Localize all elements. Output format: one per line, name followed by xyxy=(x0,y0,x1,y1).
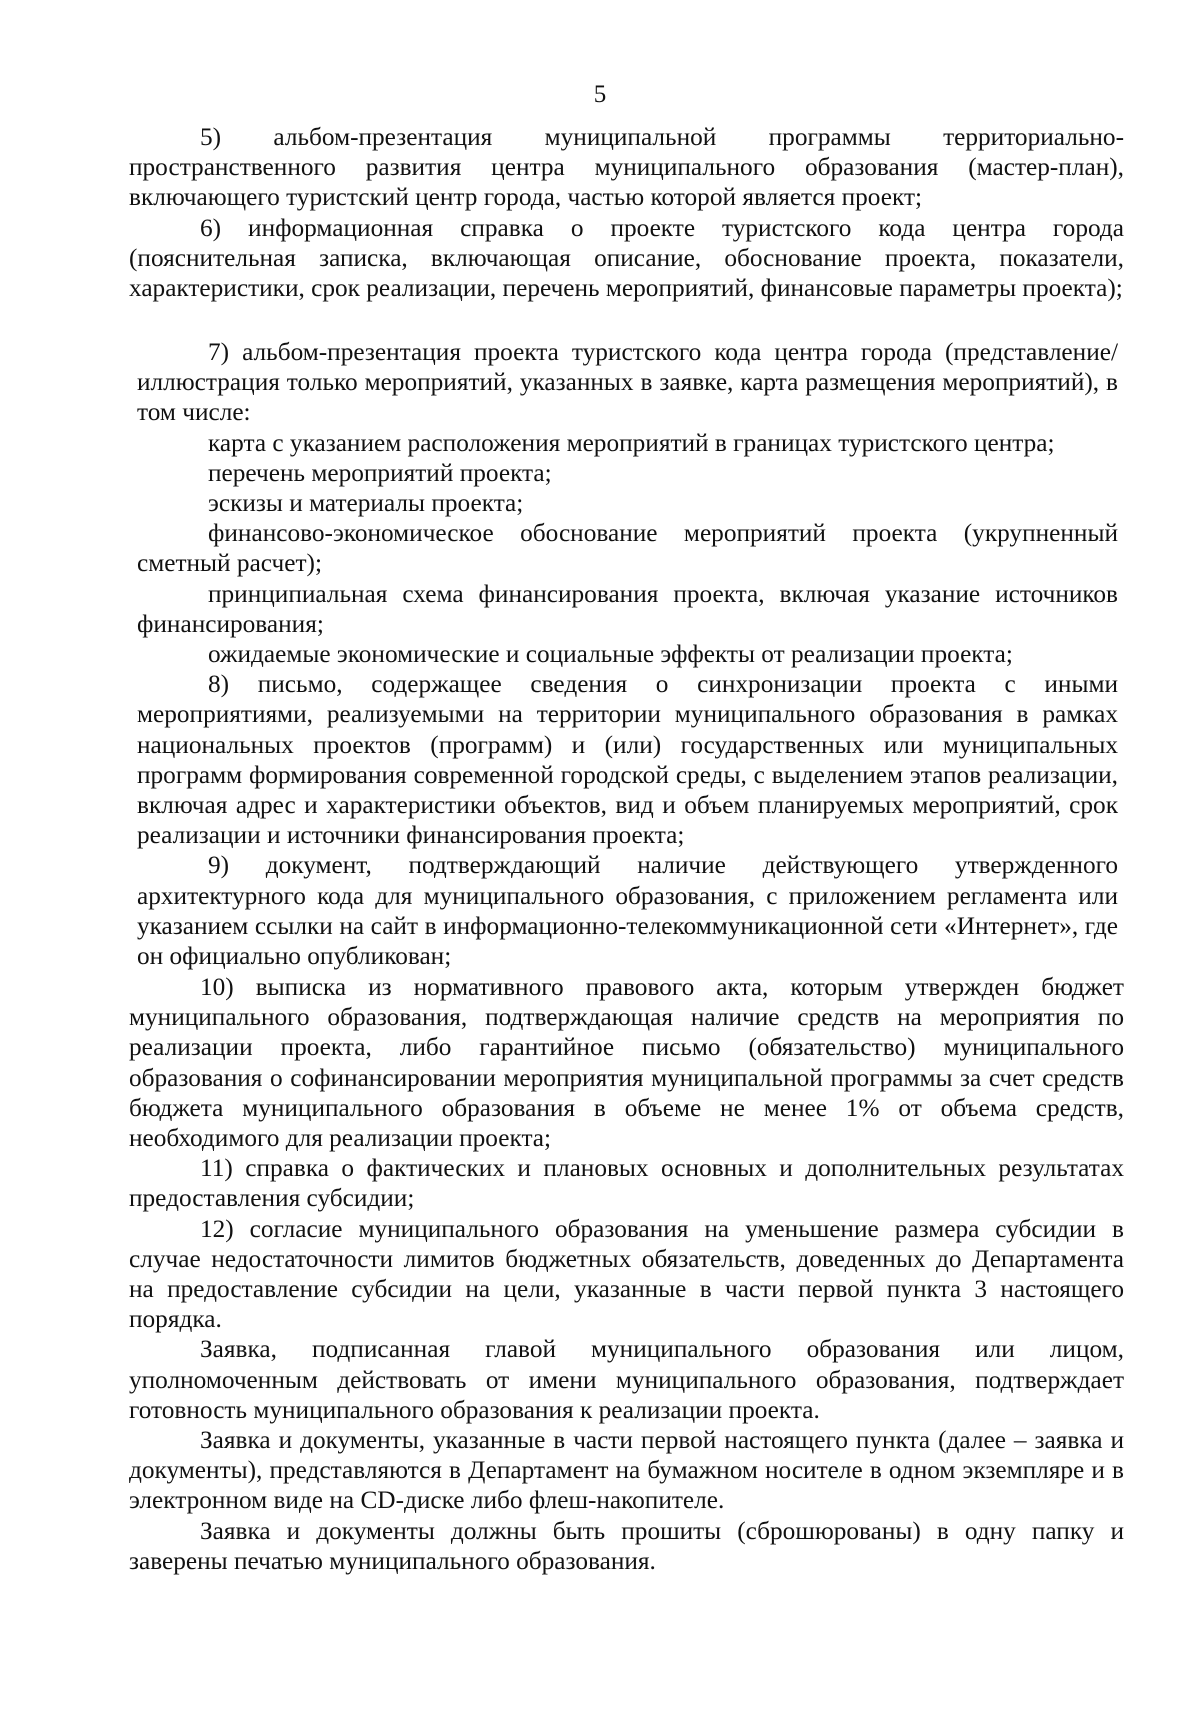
paragraph-item-7-funding-scheme: принципиальная схема финансирования проекта, включая указание источников финансирования; xyxy=(137,579,1118,638)
paragraph-item-7-effects: ожидаемые экономические и социальные эффекты от реализации проекта; xyxy=(208,640,1013,669)
paragraph-item-10: 10) выписка из нормативного правового акта, которым утвержден бюджет муниципального образования, подтверждающая наличие средств на мероприятия по реализации проекта, либо гарантийное письмо (обязательство) муниципального образования о софинансировании мероприятия муниципальной программы за счет средств бюджета муниципального образования в объеме не менее 1% от объема средств, необходимого для реализации проекта; xyxy=(129,973,1124,1153)
paragraph-binding: Заявка и документы должны быть прошиты (сброшюрованы) в одну папку и заверены печатью муниципального образования. xyxy=(129,1516,1124,1575)
paragraph-application-signed: Заявка, подписанная главой муниципального образования или лицом, уполномоченным действовать от имени муниципального образования, подтверждает готовность муниципального образования к реализации проекта. xyxy=(129,1335,1124,1424)
paragraph-item-11: 11) справка о фактических и плановых основных и дополнительных результатах предоставления субсидии; xyxy=(129,1154,1124,1213)
paragraph-submission: Заявка и документы, указанные в части первой настоящего пункта (далее – заявка и документы), представляются в Департамент на бумажном носителе в одном экземпляре и в электронном виде на CD-диске либо флеш-накопителе. xyxy=(129,1426,1124,1515)
paragraph-item-8: 8) письмо, содержащее сведения о синхронизации проекта с иными мероприятиями, реализуемыми на территории муниципального образования в рамках национальных проектов (программ) и (или) государственных или муниципальных программ формирования современной городской среды, с выделением этапов реализации, включая адрес и характеристики объектов, вид и объем планируемых мероприятий, срок реализации и источники финансирования проекта; xyxy=(137,670,1118,850)
items-5-6 xyxy=(129,122,1124,303)
paragraph-item-7-estimate: финансово-экономическое обоснование мероприятий проекта (укрупненный сметный расчет); xyxy=(137,519,1118,578)
paragraph-item-12: 12) согласие муниципального образования на уменьшение размера субсидии в случае недостаточности лимитов бюджетных обязательств, доведенных до Департамента на предоставление субсидии на цели, указанные в части первой пункта 3 настоящего порядка. xyxy=(129,1214,1124,1334)
items-7-9 xyxy=(137,337,1118,971)
paragraph-item-7-sketches: эскизы и материалы проекта; xyxy=(208,489,524,518)
paragraph-item-7-list: перечень мероприятий проекта; xyxy=(208,458,552,487)
paragraph-item-7: 7) альбом-презентация проекта туристского кода центра города (представление/иллюстрация только мероприятий, указанных в заявке, карта размещения мероприятий), в том числе: xyxy=(137,338,1118,427)
page-number: 5 xyxy=(593,81,607,108)
paragraph-item-6: 6) информационная справка о проекте туристского кода центра города (пояснительная записка, включающая описание, обоснование проекта, показатели, характеристики, срок реализации, перечень мероприятий, финансовые параметры проекта); xyxy=(129,213,1124,303)
paragraph-item-7-map: карта с указанием расположения мероприятий в границах туристского центра; xyxy=(208,428,1055,457)
items-10-12-and-closing xyxy=(129,972,1124,1576)
paragraph-item-5: 5) альбом-презентация муниципальной программы территориально-пространственного развития центра муниципального образования (мастер-план), включающего туристский центр города, частью которой является проект; xyxy=(129,123,1124,212)
paragraph-item-9: 9) документ, подтверждающий наличие действующего утвержденного архитектурного кода для муниципального образования, с приложением регламента или указанием ссылки на сайт в информационно-телекоммуникационной сети «Интернет», где он официально опубликован; xyxy=(137,851,1118,971)
